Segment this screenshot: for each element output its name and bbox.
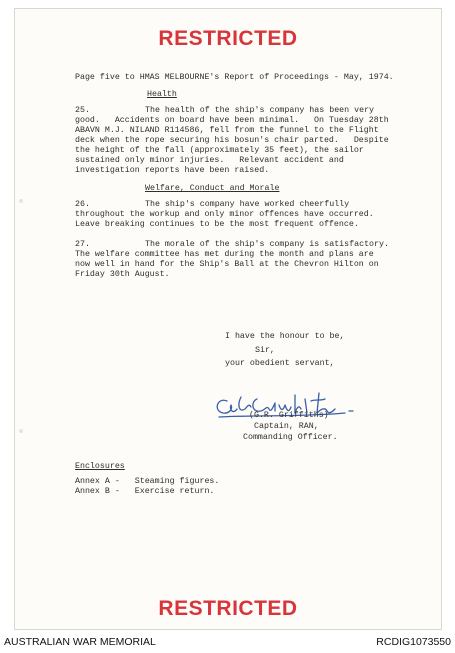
- paragraph-25-line-7: investigation reports have been raised.: [75, 166, 270, 175]
- paragraph-25-number: 25.: [75, 106, 90, 115]
- paragraph-25-line-1: The health of the ship's company has been very: [145, 106, 375, 115]
- health-heading: Health: [147, 90, 177, 99]
- enclosure-annex-b: Annex B - Exercise return.: [75, 487, 215, 496]
- welfare-heading: Welfare, Conduct and Morale: [145, 184, 280, 193]
- signatory-rank: Captain, RAN,: [254, 422, 319, 431]
- restricted-stamp-bottom: RESTRICTED: [158, 597, 298, 620]
- paragraph-27-number: 27.: [75, 240, 90, 249]
- closing-line-3: your obedient servant,: [225, 359, 335, 368]
- paragraph-26-number: 26.: [75, 200, 90, 209]
- paragraph-25-line-6: sustained only minor injuries. Relevant accident and: [75, 156, 344, 165]
- paragraph-26-line-2: throughout the workup and only minor offences have occurred.: [75, 210, 374, 219]
- signatory-role: Commanding Officer.: [243, 433, 338, 442]
- header-line: Page five to HMAS MELBOURNE's Report of Proceedings - May, 1974.: [75, 73, 394, 82]
- signatory-name: (G.R. Griffiths): [249, 411, 329, 420]
- paragraph-27-line-2: The welfare committee has met during the month and plans are: [75, 250, 374, 259]
- paragraph-27-line-3: now well in hand for the Ship's Ball at the Chevron Hilton on: [75, 260, 379, 269]
- restricted-stamp-top: RESTRICTED: [158, 27, 298, 50]
- enclosures-heading: Enclosures: [75, 462, 125, 471]
- document-page: [14, 8, 442, 630]
- paragraph-25-line-3: ABAVN M.J. NILAND R114586, fell from the funnel to the Flight: [75, 126, 379, 135]
- paragraph-27-line-4: Friday 30th August.: [75, 270, 170, 279]
- paragraph-27-line-1: The morale of the ship's company is satisfactory.: [145, 240, 389, 249]
- footer-record-id: RCDIG1073550: [376, 636, 451, 648]
- paragraph-25-line-4: deck when the rope securing his bosun's chair parted. Despite: [75, 136, 389, 145]
- paragraph-26-line-3: Leave breaking continues to be the most frequent offence.: [75, 220, 359, 229]
- enclosure-annex-a: Annex A - Steaming figures.: [75, 477, 220, 486]
- paragraph-26-line-1: The ship's company have worked cheerfully: [145, 200, 350, 209]
- closing-line-2: Sir,: [255, 346, 275, 355]
- paragraph-25-line-5: the height of the fall (approximately 35 feet), the sailor: [75, 146, 364, 155]
- closing-line-1: I have the honour to be,: [225, 332, 345, 341]
- footer-archive-name: AUSTRALIAN WAR MEMORIAL: [4, 636, 156, 648]
- paragraph-25-line-2: good. Accidents on board have been minimal. On Tuesday 28th: [75, 116, 389, 125]
